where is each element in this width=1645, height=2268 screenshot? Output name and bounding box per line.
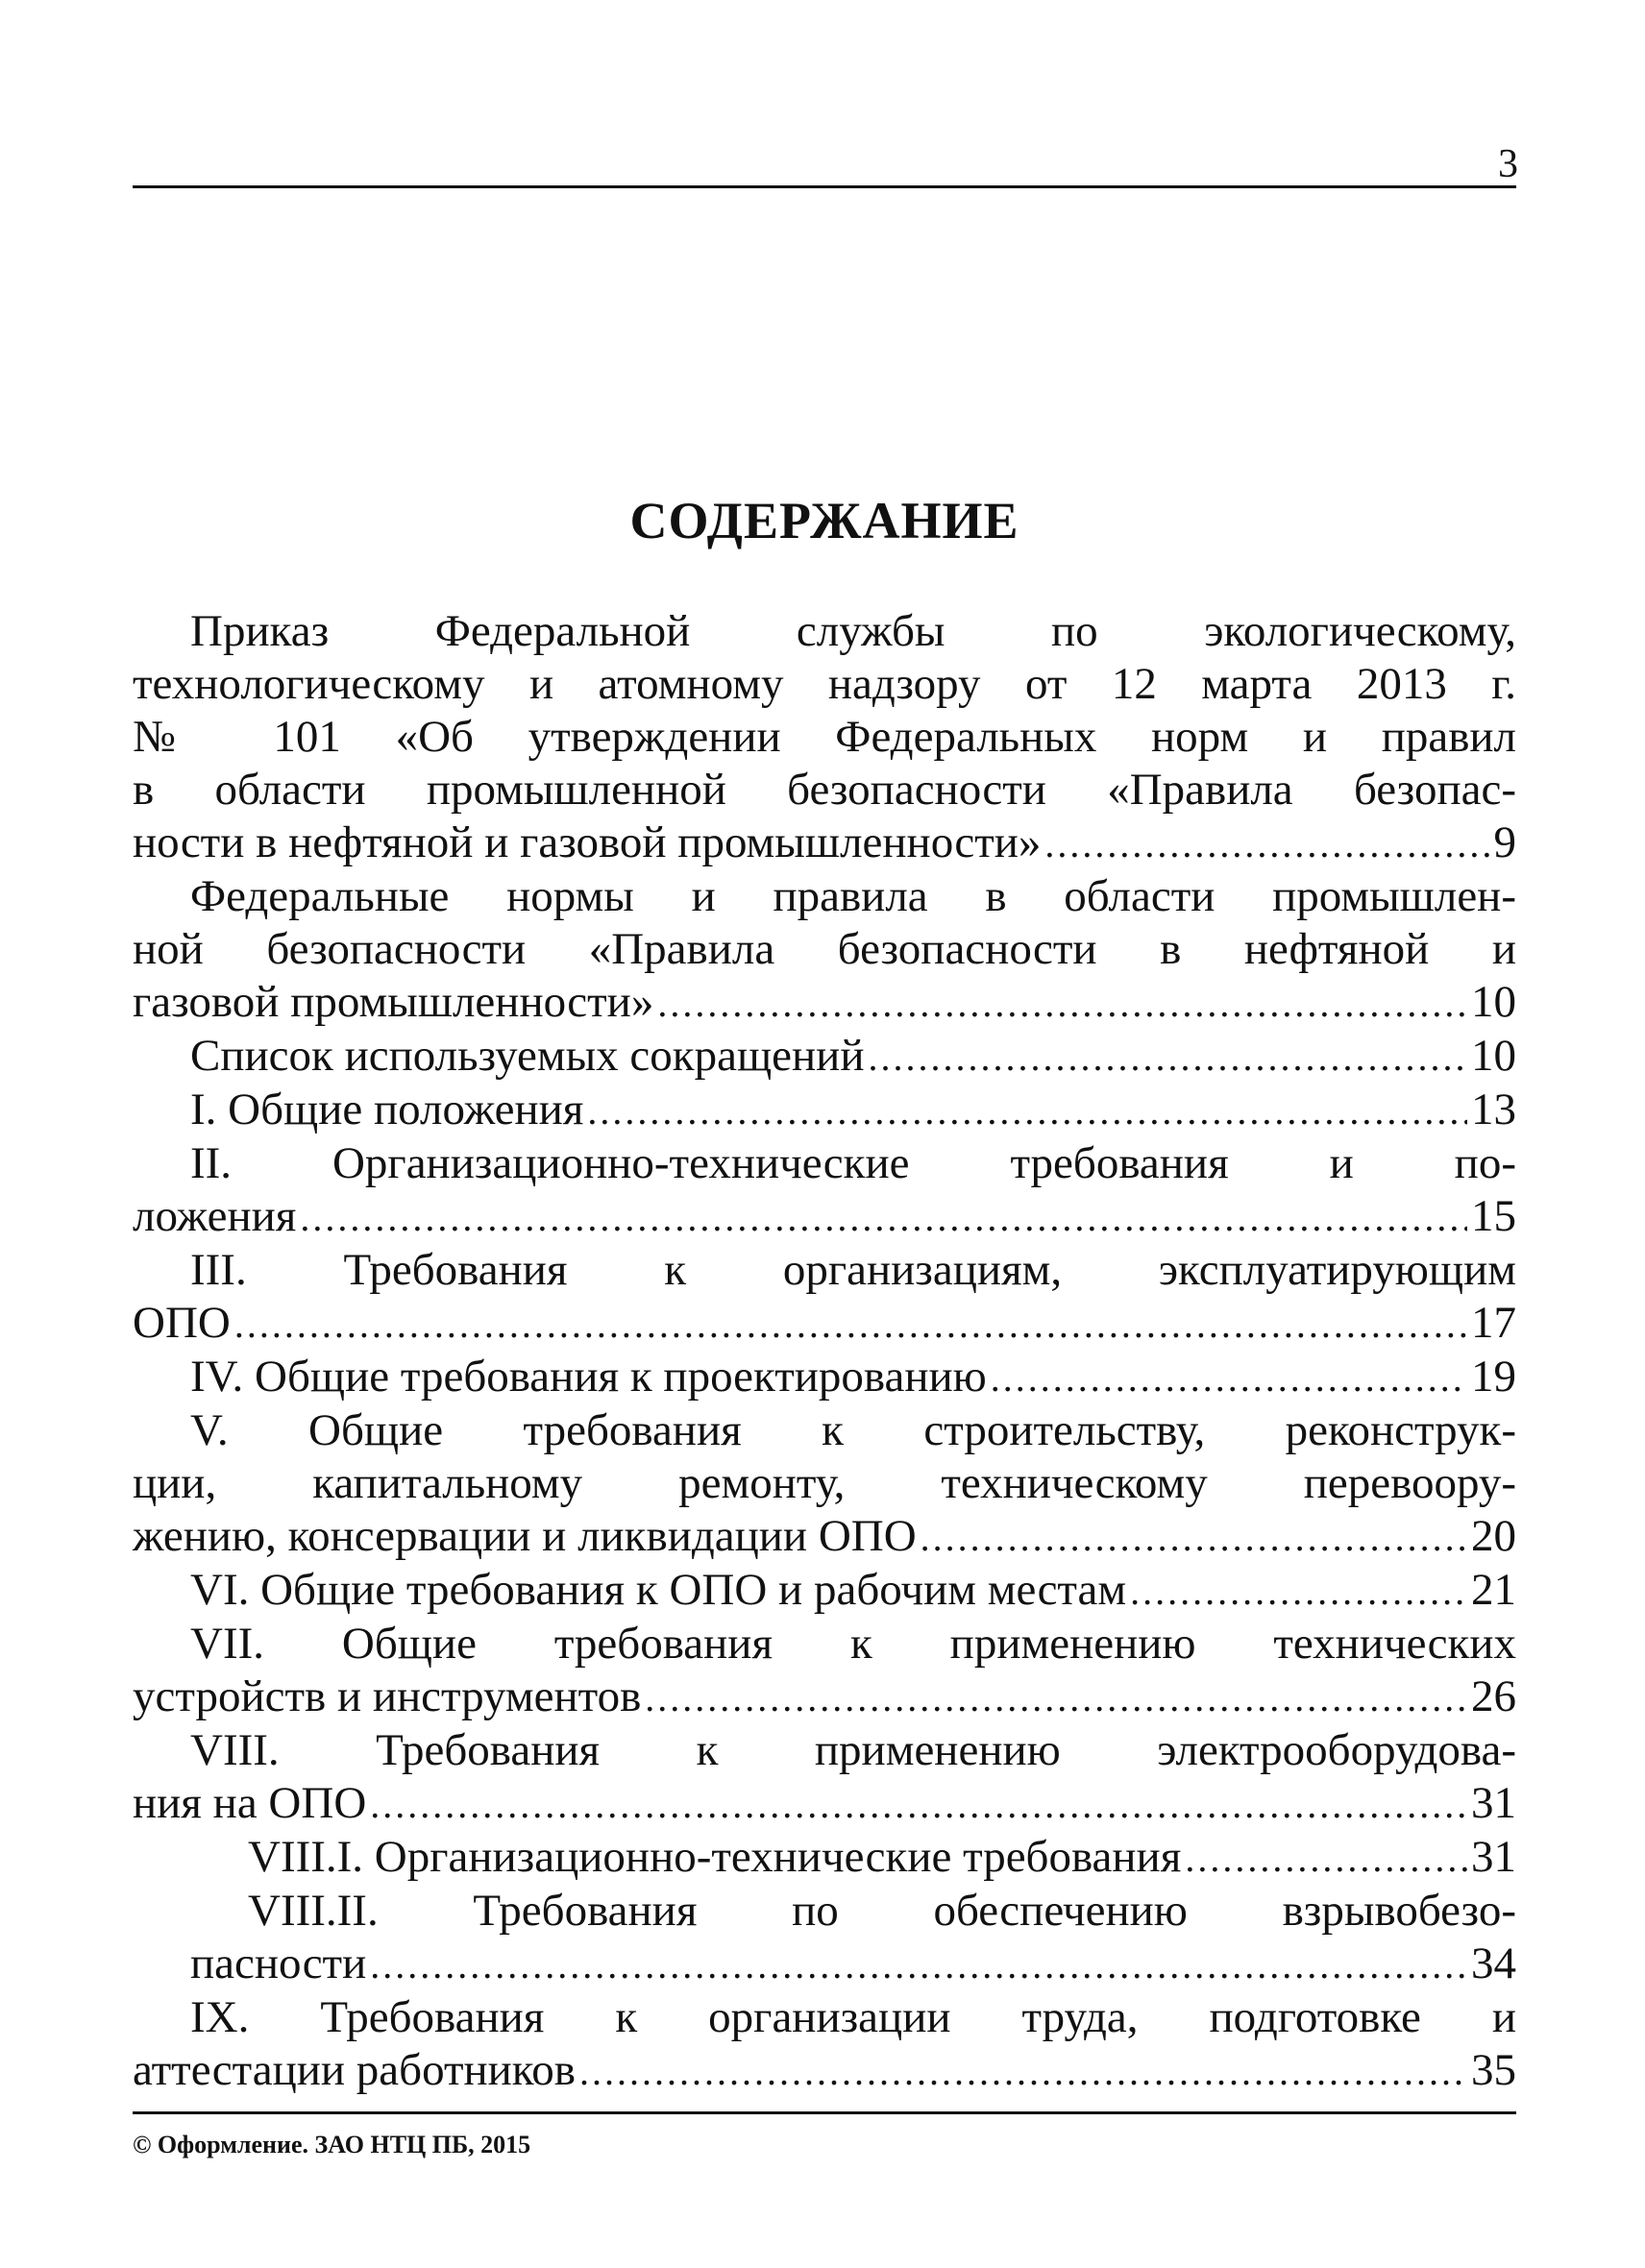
toc-entry-page: 20 xyxy=(1471,1511,1516,1561)
dot-leader xyxy=(370,1939,1467,1991)
toc-entry-last-line xyxy=(133,1297,1516,1351)
dot-leader xyxy=(869,1031,1468,1084)
toc-entry-last-line xyxy=(133,817,1516,870)
toc-entry-page: 13 xyxy=(1471,1085,1516,1134)
dot-leader xyxy=(645,1671,1467,1724)
dot-leader xyxy=(234,1298,1467,1351)
top-rule xyxy=(133,185,1516,188)
dot-leader xyxy=(921,1511,1467,1564)
toc-entry-label: I. Общие положения xyxy=(190,1085,584,1134)
toc-entry xyxy=(133,1831,1516,1885)
toc-entry-last-line xyxy=(133,1084,1516,1137)
dot-leader xyxy=(300,1191,1467,1244)
toc-entry-line: VIII.II. Требования по обеспечению взрывобезо- xyxy=(248,1886,1516,1936)
toc-entry xyxy=(133,870,1516,1030)
dot-leader xyxy=(579,2045,1467,2098)
toc-entry-page: 10 xyxy=(1471,977,1516,1027)
toc-entry-line: IX. Требования к организации труда, подготовке и xyxy=(190,1992,1516,2042)
toc-entry-line: ции, капитальному ремонту, техническому перевоору- xyxy=(133,1458,1516,1508)
dot-leader xyxy=(1044,817,1489,870)
toc-entry-label: ОПО xyxy=(133,1298,231,1348)
toc-title: СОДЕРЖАНИЕ xyxy=(629,492,1019,549)
dot-leader xyxy=(991,1352,1467,1404)
toc-entry-label: ности в нефтяной и газовой промышленности» xyxy=(133,817,1042,867)
toc-entry xyxy=(133,1991,1516,2098)
toc-entry-last-line xyxy=(133,1564,1516,1618)
toc-entry xyxy=(133,1618,1516,1724)
toc-entry-line: II. Организационно-технические требования и по- xyxy=(190,1138,1516,1188)
toc-entry-line: № 101 «Об утверждении Федеральных норм и правил xyxy=(133,712,1516,762)
dot-leader xyxy=(1185,1832,1467,1885)
toc-entry-label: ложения xyxy=(133,1191,297,1241)
toc-entry-page: 9 xyxy=(1493,817,1516,867)
toc-entry-page: 31 xyxy=(1471,1778,1516,1828)
toc-entry-label: аттестации работников xyxy=(133,2045,576,2095)
toc-entry-label: VI. Общие требования к ОПО и рабочим местам xyxy=(190,1565,1127,1615)
toc-entry xyxy=(133,1084,1516,1137)
dot-leader xyxy=(587,1085,1467,1137)
toc-entry-line: VIII. Требования к применению электрооборудова- xyxy=(190,1725,1516,1775)
toc-entry xyxy=(133,1885,1516,1991)
toc-entry xyxy=(133,1404,1516,1564)
toc-entry xyxy=(133,1564,1516,1618)
toc-entry-line: ной безопасности «Правила безопасности в нефтяной и xyxy=(133,924,1516,974)
toc-entry-page: 34 xyxy=(1471,1939,1516,1988)
toc-entry xyxy=(133,1724,1516,1831)
toc-entry-line: технологическому и атомному надзору от 12 марта 2013 г. xyxy=(133,659,1516,709)
toc-entry-last-line xyxy=(190,1938,1516,1991)
dot-leader xyxy=(370,1778,1467,1831)
toc-entry-page: 19 xyxy=(1471,1352,1516,1402)
toc-entry-label: пасности xyxy=(190,1939,367,1988)
toc-entry-last-line xyxy=(190,1831,1516,1885)
toc-entry-last-line xyxy=(133,976,1516,1030)
toc-entry xyxy=(133,1351,1516,1404)
page-number: 3 xyxy=(1498,142,1518,186)
toc-entry-line: в области промышленной безопасности «Правила безопас- xyxy=(133,765,1516,815)
toc-entry-page: 15 xyxy=(1471,1191,1516,1241)
toc-entry-label: VIII.I. Организационно-технические требования xyxy=(248,1832,1182,1882)
toc-entry xyxy=(133,1137,1516,1244)
toc-entry-line: III. Требования к организациям, эксплуатирующим xyxy=(190,1245,1516,1295)
bottom-rule xyxy=(133,2111,1516,2114)
toc-entry-page: 10 xyxy=(1471,1031,1516,1081)
toc-entry xyxy=(133,1244,1516,1351)
copyright: © Оформление. ЗАО НТЦ ПБ, 2015 xyxy=(133,2131,531,2158)
dot-leader xyxy=(657,977,1467,1030)
toc-entry-last-line xyxy=(133,1351,1516,1404)
toc-entry-last-line xyxy=(133,2044,1516,2098)
toc-entry-page: 26 xyxy=(1471,1671,1516,1721)
toc-entry-page: 21 xyxy=(1471,1565,1516,1615)
toc-entry-last-line xyxy=(133,1030,1516,1084)
toc-entry-label: ния на ОПО xyxy=(133,1778,367,1828)
toc-entry-line: VII. Общие требования к применению технических xyxy=(190,1619,1516,1669)
dot-leader xyxy=(1130,1565,1467,1618)
toc-entry xyxy=(133,605,1516,870)
toc-entry-line: Федеральные нормы и правила в области промышлен- xyxy=(190,871,1516,921)
toc-entry-label: устройств и инструментов xyxy=(133,1671,642,1721)
toc-entry-page: 35 xyxy=(1471,2045,1516,2095)
toc-entry-label: газовой промышленности» xyxy=(133,977,654,1027)
toc-entry-page: 17 xyxy=(1471,1298,1516,1348)
toc-entry xyxy=(133,1030,1516,1084)
toc-entry-label: IV. Общие требования к проектированию xyxy=(190,1352,987,1402)
toc-entry-last-line xyxy=(133,1671,1516,1724)
toc-entry-line: V. Общие требования к строительству, реконструк- xyxy=(190,1405,1516,1455)
toc-entry-last-line xyxy=(133,1510,1516,1564)
toc-entry-line: Приказ Федеральной службы по экологическому, xyxy=(190,606,1516,656)
toc-entry-label: жению, консервации и ликвидации ОПО xyxy=(133,1511,917,1561)
toc-entry-label: Список используемых сокращений xyxy=(190,1031,865,1081)
toc-entry-last-line xyxy=(133,1190,1516,1244)
toc-list xyxy=(133,605,1516,2098)
toc-entry-last-line xyxy=(133,1777,1516,1831)
toc-entry-page: 31 xyxy=(1471,1832,1516,1882)
